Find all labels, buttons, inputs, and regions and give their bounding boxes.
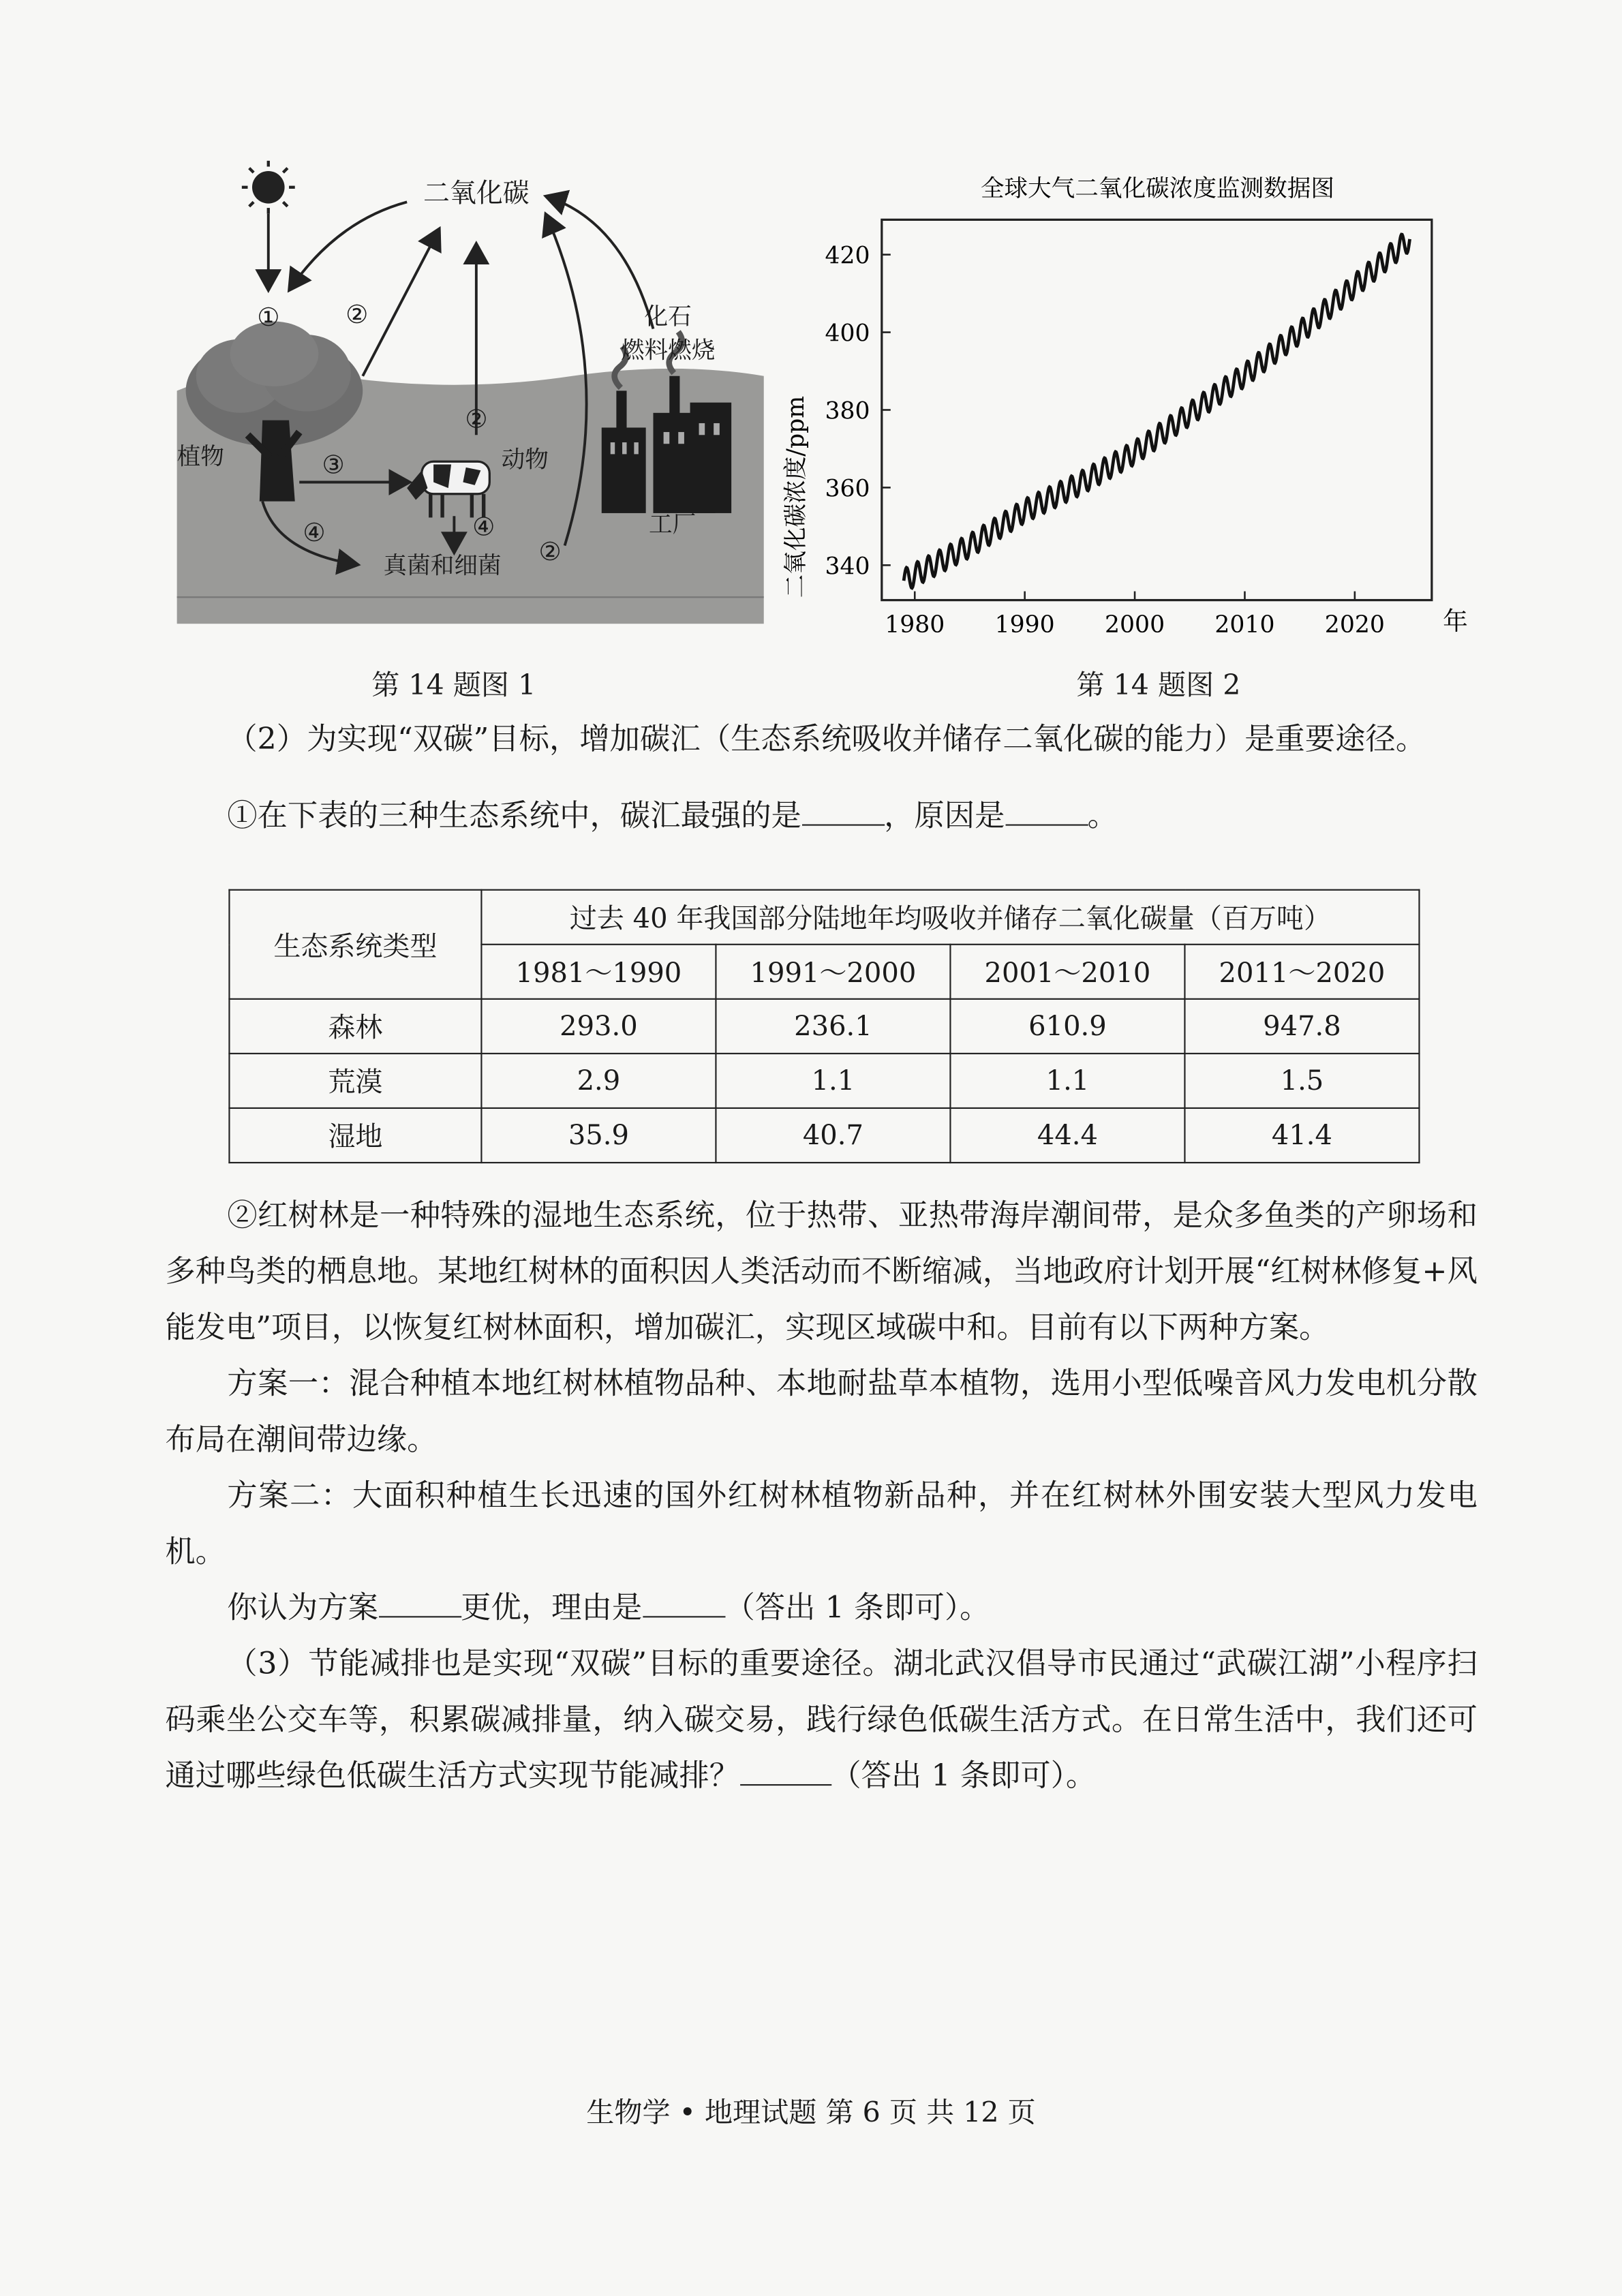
- q2-ask-text-c: （答出 1 条即可）。: [724, 1589, 990, 1625]
- answer-blank-2[interactable]: [1005, 798, 1087, 826]
- table-cell: 1.5: [1184, 1054, 1419, 1108]
- table-row: [229, 999, 1419, 1054]
- x-tick-label: 1990: [995, 611, 1055, 639]
- fossil-label-2: 燃料燃烧: [621, 337, 715, 365]
- co2-label: 二氧化碳: [423, 178, 530, 209]
- table-cell: 1.1: [950, 1054, 1184, 1108]
- y-tick-label: 340: [825, 553, 870, 580]
- table-row: [229, 1108, 1419, 1163]
- plan-2: 方案二：大面积种植生长迅速的国外红树林植物新品种，并在红树林外围安装大型风力发电机。: [165, 1467, 1478, 1579]
- y-tick-label: 360: [825, 475, 870, 502]
- answer-blank-3[interactable]: [378, 1589, 461, 1617]
- co2-series-line: [904, 234, 1409, 588]
- answer-blank-4[interactable]: [642, 1589, 724, 1617]
- figure1-caption: 第 14 题图 1: [371, 664, 536, 703]
- x-tick-label: 1980: [885, 611, 945, 639]
- sun-icon: [242, 161, 295, 214]
- q3-text: （3）节能减排也是实现“双碳”目标的重要途径。湖北武汉倡导市民通过“武碳江湖”小程序扫码乘坐公交车等，积累碳减排量，纳入碳交易，践行绿色低碳生活方式。在日常生活中，我们还可通过哪些绿色低碳生活方式实现节能减排？: [165, 1646, 1478, 1793]
- q2-sub1-text-c: 。: [1088, 798, 1118, 833]
- chart-title: 全球大气二氧化碳浓度监测数据图: [981, 175, 1334, 202]
- q3-paragraph: [165, 1635, 1478, 1803]
- animal-label: 动物: [502, 446, 549, 474]
- table-period-header: 2001～2010: [950, 945, 1184, 999]
- microbes-label: 真菌和细菌: [384, 553, 502, 580]
- q2-sub1-text-b: ，原因是: [884, 798, 1005, 833]
- marker-1: ①: [257, 303, 279, 332]
- table-cell: 610.9: [950, 999, 1184, 1054]
- plant-label: 植物: [177, 444, 224, 471]
- q2-ask-text-b: 更优，理由是: [461, 1589, 642, 1625]
- answer-blank-1[interactable]: [801, 798, 884, 826]
- y-tick-label: 420: [825, 243, 870, 270]
- page-footer: 生物学 • 地理试题 第 6 页 共 12 页: [0, 2091, 1622, 2130]
- x-tick-label: 2010: [1214, 611, 1274, 639]
- table-cell: 2.9: [481, 1054, 716, 1108]
- figure2-caption: 第 14 题图 2: [1076, 664, 1240, 703]
- table-group-header: 过去 40 年我国部分陆地年均吸收并储存二氧化碳量（百万吨）: [481, 890, 1419, 945]
- table-cell: 44.4: [950, 1108, 1184, 1163]
- q2-sub1: [165, 787, 1478, 843]
- table-period-header: 1981～1990: [481, 945, 716, 999]
- mangrove-paragraph: ②红树林是一种特殊的湿地生态系统，位于热带、亚热带海岸潮间带，是众多鱼类的产卵场和多种鸟类的栖息地。某地红树林的面积因人类活动而不断缩减，当地政府计划开展“红树林修复+风能发电”项目，以恢复红树林面积，增加碳汇，实现区域碳中和。目前有以下两种方案。: [165, 1187, 1478, 1356]
- table-cell: 293.0: [481, 999, 716, 1054]
- plan-1: 方案一：混合种植本地红树林植物品种、本地耐盐草本植物，选用小型低噪音风力发电机分散布局在潮间带边缘。: [165, 1355, 1478, 1467]
- q2-ask: [165, 1579, 1478, 1635]
- x-tick-label: 2000: [1105, 611, 1165, 639]
- table-row-label: 湿地: [229, 1108, 481, 1163]
- q2-ask-text-a: 你认为方案: [227, 1589, 378, 1625]
- chart-y-axis-label: 二氧化碳浓度/ppm: [782, 396, 810, 598]
- answer-blank-5[interactable]: [739, 1758, 831, 1786]
- y-tick-label: 380: [825, 397, 870, 425]
- co2-chart: [774, 155, 1497, 678]
- marker-4b: ④: [472, 512, 495, 541]
- table-cell: 947.8: [1184, 999, 1419, 1054]
- table-type-header: 生态系统类型: [229, 890, 481, 999]
- table-cell: 1.1: [716, 1054, 950, 1108]
- marker-2b: ②: [465, 404, 487, 433]
- table-row-label: 荒漠: [229, 1054, 481, 1108]
- q2-intro-block: [165, 711, 1478, 844]
- fossil-label-1: 化石: [645, 303, 692, 331]
- marker-2a: ②: [346, 300, 368, 329]
- carbon-cycle-diagram: [159, 155, 779, 641]
- table-period-header: 2011～2020: [1184, 945, 1419, 999]
- table-cell: 236.1: [716, 999, 950, 1054]
- q2-intro: （2）为实现“双碳”目标，增加碳汇（生态系统吸收并储存二氧化碳的能力）是重要途径。: [165, 711, 1478, 767]
- table-row-label: 森林: [229, 999, 481, 1054]
- table-cell: 35.9: [481, 1108, 716, 1163]
- q2-part2-block: [165, 1187, 1478, 1803]
- table-period-header: 1991～2000: [716, 945, 950, 999]
- chart-x-axis-label: 年: [1443, 607, 1468, 636]
- marker-2c: ②: [539, 537, 562, 566]
- factory-label: 工厂: [649, 511, 696, 538]
- marker-3: ③: [322, 450, 344, 480]
- x-tick-label: 2020: [1325, 611, 1385, 639]
- carbon-sink-table: [228, 889, 1420, 1163]
- marker-4a: ④: [303, 518, 325, 547]
- table-cell: 41.4: [1184, 1108, 1419, 1163]
- table-cell: 40.7: [716, 1108, 950, 1163]
- table-row: [229, 1054, 1419, 1108]
- y-tick-label: 400: [825, 320, 870, 348]
- q3-tail: （答出 1 条即可）。: [831, 1758, 1096, 1793]
- q2-sub1-text-a: ①在下表的三种生态系统中，碳汇最强的是: [227, 798, 801, 833]
